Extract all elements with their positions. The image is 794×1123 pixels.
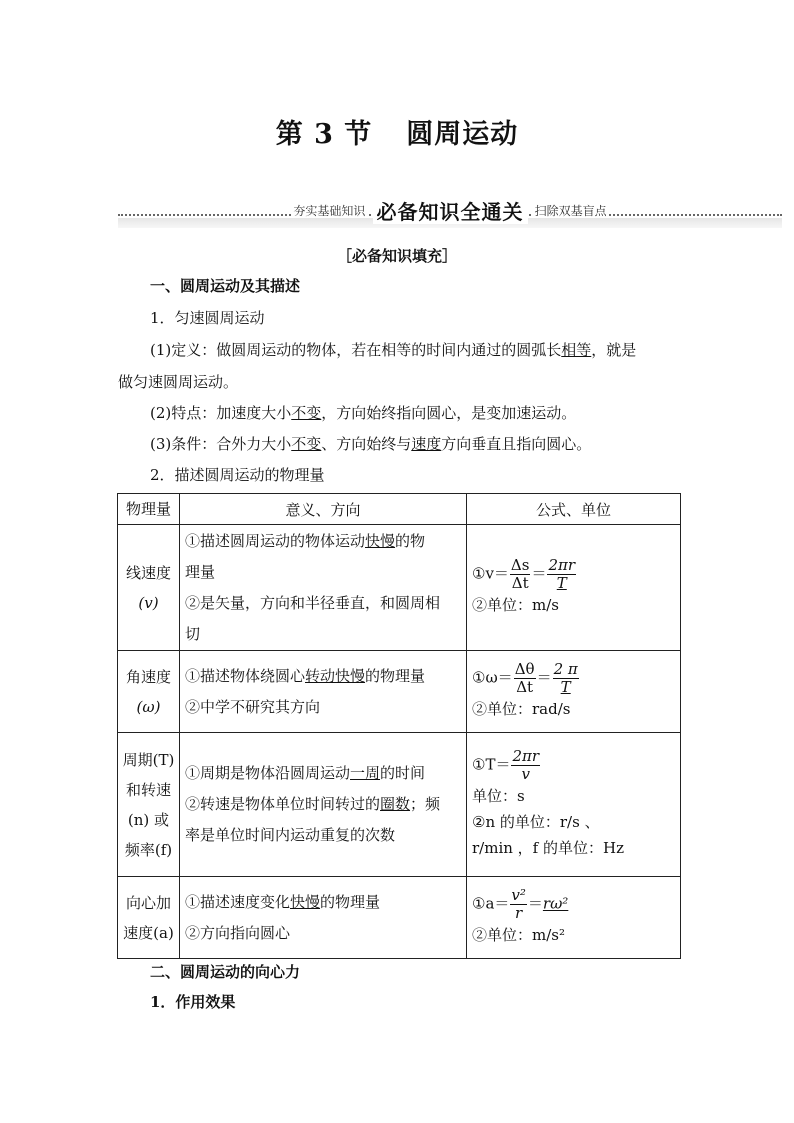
section-banner: [118, 196, 782, 230]
table-header-row: [118, 494, 681, 525]
meaning-cell: ①描述物体绕圆心转动快慢的物理量 ②中学不研究其方向: [180, 651, 467, 733]
subheading-3: 1．作用效果: [150, 993, 236, 1011]
banner-right: 扫除双基盲点: [534, 204, 607, 218]
quantities-table: [117, 493, 681, 959]
header-cell: 公式、单位: [467, 494, 681, 525]
meaning-cell: ①周期是物体沿圆周运动一周的时间 ②转速是物体单位时间转过的圈数；频 率是单位时间内运动重复的次数: [180, 733, 467, 877]
formula-cell: ①a＝ $\frac{\text{v²}}{r}$ ＝rω² ②单位：m/s²: [467, 877, 681, 959]
header-cell: 物理量: [118, 494, 180, 525]
definition-line: (1)定义：做圆周运动的物体，若在相等的时间内通过的圆弧长相等，就是: [150, 341, 637, 359]
subheading-1: 1．匀速圆周运动: [150, 309, 265, 327]
banner-main: 必备知识全通关: [373, 200, 528, 224]
table-row: [118, 733, 681, 877]
meaning-cell: ①描述圆周运动的物体运动快慢的物 理量 ②是矢量，方向和半径垂直，和圆周相 切: [180, 525, 467, 651]
fill-heading: ［必备知识填充］: [336, 247, 457, 265]
meaning-cell: ①描述速度变化快慢的物理量 ②方向指向圆心: [180, 877, 467, 959]
section-heading-1: 一、圆周运动及其描述: [150, 277, 301, 295]
quantity-cell: 周期(T) 和转速 (n) 或 频率(f): [118, 733, 180, 877]
quantity-cell: 向心加 速度(a): [118, 877, 180, 959]
condition-line: (3)条件：合外力大小不变、方向始终与速度方向垂直且指向圆心。: [150, 435, 592, 453]
page-title: 第 3 节 圆周运动: [275, 119, 519, 150]
formula-cell: ①v＝ $\frac{\Delta s}{\Delta t}$ ＝ $\frac{2\pi r}{T}$ ②单位：m/s: [467, 525, 681, 651]
formula-cell: ①T＝ $\frac{2\pi r}{v}$ 单位：s ②n 的单位：r/s 、 r/min ，f 的单位：Hz: [467, 733, 681, 877]
banner-left: 夯实基础知识: [293, 204, 366, 218]
section-heading-2: 二、圆周运动的向心力: [150, 963, 301, 981]
subheading-2: 2．描述圆周运动的物理量: [150, 466, 325, 484]
quantity-cell: 线速度 (v): [118, 525, 180, 651]
header-cell: 意义、方向: [180, 494, 467, 525]
definition-line-2: 做匀速圆周运动。: [118, 373, 239, 391]
formula-cell: ①ω＝ $\frac{\Delta\theta}{\Delta t}$ ＝ $\frac{2 \pi}{T}$ ②单位：rad/s: [467, 651, 681, 733]
table-row: [118, 525, 681, 651]
quantity-cell: 角速度 (ω): [118, 651, 180, 733]
table-row: [118, 651, 681, 733]
table-row: [118, 877, 681, 959]
feature-line: (2)特点：加速度大小不变，方向始终指向圆心，是变加速运动。: [150, 404, 577, 422]
